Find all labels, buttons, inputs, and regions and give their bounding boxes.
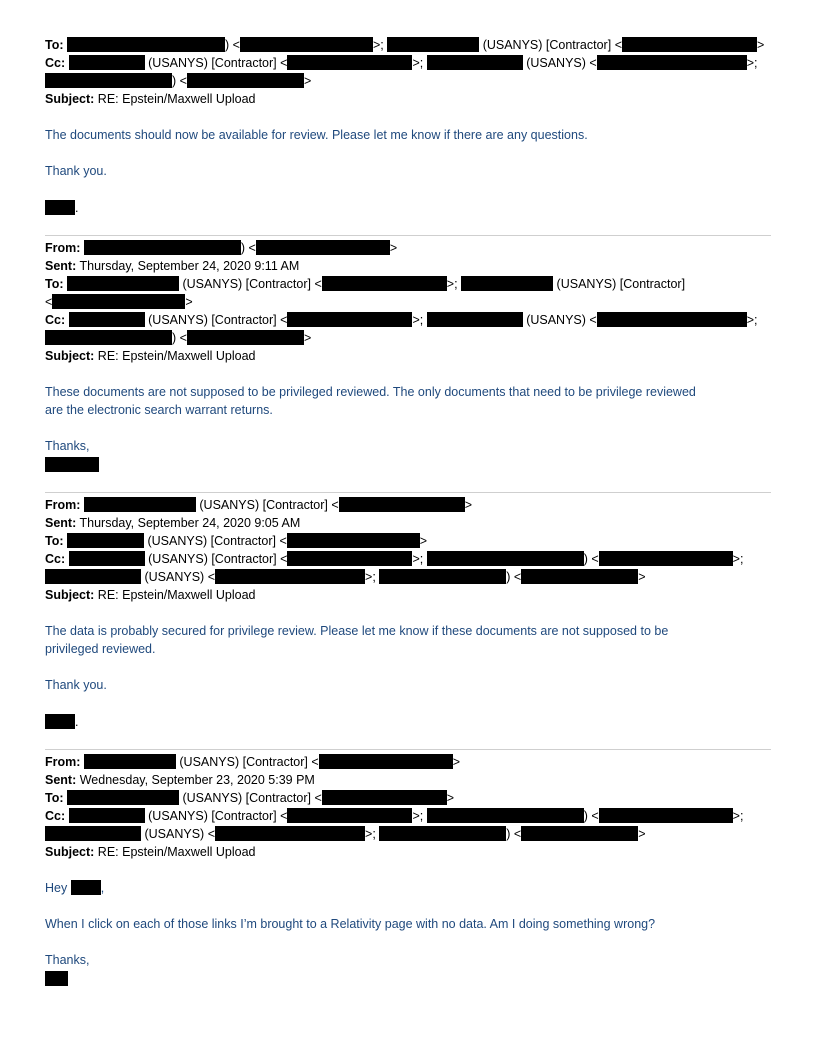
redaction	[45, 73, 172, 88]
sent-label: Sent:	[45, 773, 77, 787]
punct: ) <	[225, 38, 240, 52]
redaction	[69, 312, 145, 327]
cc-label: Cc:	[45, 56, 66, 70]
redaction	[67, 533, 144, 548]
subject-line	[45, 347, 256, 365]
punct: <	[314, 277, 322, 291]
signature	[45, 970, 68, 988]
punct: <	[331, 498, 339, 512]
redaction	[287, 312, 412, 327]
redaction	[622, 37, 757, 52]
email-closing: Thanks,	[45, 953, 90, 967]
redaction	[599, 551, 733, 566]
to-label: To:	[45, 277, 64, 291]
to-line	[45, 275, 685, 293]
org-tag: (USANYS) [Contractor]	[199, 498, 328, 512]
redaction	[379, 569, 506, 584]
from-line	[45, 239, 397, 257]
redaction	[256, 240, 390, 255]
punct: >;	[365, 570, 376, 584]
punct: <	[589, 313, 597, 327]
punct: ) <	[506, 570, 522, 584]
punct: >;	[732, 809, 744, 823]
punct: <	[207, 570, 216, 584]
punct: >;	[732, 552, 744, 566]
to-line	[45, 789, 454, 807]
from-label: From:	[45, 241, 81, 255]
punct: >;	[412, 552, 424, 566]
redaction	[67, 790, 179, 805]
org-tag: (USANYS) [Contractor]	[148, 552, 277, 566]
redaction	[387, 37, 479, 52]
punct: >	[464, 498, 473, 512]
email-body: When I click on each of those links I’m brought to a Relativity page with no data. Am I doing something wrong?	[45, 917, 656, 931]
sent-line	[45, 257, 299, 275]
cc-line-continued	[45, 72, 311, 90]
redaction	[240, 37, 373, 52]
punct: >;	[746, 313, 758, 327]
punct: <	[589, 56, 597, 70]
redaction	[52, 294, 185, 309]
redaction	[215, 569, 365, 584]
punct: ) <	[240, 241, 256, 255]
redaction	[287, 808, 412, 823]
redaction	[287, 533, 420, 548]
subject-text: RE: Epstein/Maxwell Upload	[97, 92, 256, 106]
email-closing: Thank you.	[45, 164, 107, 178]
redaction	[67, 37, 225, 52]
punct: <	[207, 827, 216, 841]
redaction	[45, 714, 75, 729]
punct: >	[638, 827, 646, 841]
from-line	[45, 753, 460, 771]
punct: ) <	[172, 74, 187, 88]
redaction	[597, 312, 747, 327]
redaction	[427, 551, 584, 566]
redaction	[84, 497, 196, 512]
punct: >	[419, 534, 428, 548]
redaction	[427, 312, 523, 327]
redaction	[339, 497, 465, 512]
email-body: The data is probably secured for privilege review. Please let me know if these documents are not supposed to be	[45, 624, 669, 638]
subject-label: Subject:	[45, 349, 95, 363]
org-tag: (USANYS) [Contractor]	[482, 38, 612, 52]
subject-text: RE: Epstein/Maxwell Upload	[97, 845, 256, 859]
redaction	[67, 276, 179, 291]
redaction	[319, 754, 453, 769]
redaction	[521, 826, 638, 841]
sent-date: Thursday, September 24, 2020 9:11 AM	[79, 259, 300, 273]
cc-line-continued	[45, 329, 311, 347]
from-label: From:	[45, 498, 81, 512]
punct: >	[389, 241, 398, 255]
redaction	[71, 880, 101, 895]
redaction	[69, 55, 145, 70]
sent-line	[45, 771, 315, 789]
redaction	[379, 826, 506, 841]
punct: >;	[412, 313, 424, 327]
punct: ,	[100, 881, 105, 895]
punct: >	[185, 295, 193, 309]
from-line	[45, 496, 472, 514]
from-label: From:	[45, 755, 81, 769]
punct: .	[75, 201, 79, 215]
cc-line-continued	[45, 825, 646, 843]
org-tag: (USANYS) [Contractor]	[179, 755, 308, 769]
punct: >	[638, 570, 646, 584]
subject-line	[45, 843, 256, 861]
email-separator	[45, 235, 771, 236]
cc-label: Cc:	[45, 313, 66, 327]
signature	[45, 199, 78, 217]
sent-line	[45, 514, 300, 532]
to-label: To:	[45, 791, 64, 805]
subject-label: Subject:	[45, 845, 95, 859]
sent-label: Sent:	[45, 259, 77, 273]
to-line	[45, 36, 764, 54]
redaction	[69, 551, 145, 566]
sent-date: Thursday, September 24, 2020 9:05 AM	[79, 516, 301, 530]
org-tag: (USANYS) [Contractor]	[148, 56, 277, 70]
redaction	[287, 55, 412, 70]
redaction	[84, 754, 176, 769]
punct: >;	[365, 827, 376, 841]
email-body-continued: privileged reviewed.	[45, 642, 156, 656]
org-tag: (USANYS) [Contractor]	[148, 809, 277, 823]
punct: >;	[446, 277, 458, 291]
org-tag: (USANYS) [Contractor]	[147, 534, 276, 548]
redaction	[69, 808, 145, 823]
punct: <	[311, 755, 319, 769]
cc-line	[45, 550, 743, 568]
cc-label: Cc:	[45, 809, 66, 823]
org-tag: (USANYS) [Contractor]	[556, 277, 686, 291]
signature	[45, 456, 99, 474]
redaction	[45, 569, 141, 584]
greeting-text: Hey	[45, 881, 68, 895]
punct: .	[75, 715, 79, 729]
cc-line	[45, 311, 758, 329]
punct: <	[280, 809, 288, 823]
punct: <	[280, 313, 288, 327]
email-greeting	[45, 879, 104, 897]
redaction	[45, 330, 172, 345]
punct: >;	[372, 38, 384, 52]
redaction	[427, 808, 584, 823]
email-closing: Thank you.	[45, 678, 107, 692]
punct: >	[757, 38, 765, 52]
cc-line	[45, 54, 758, 72]
org-tag: (USANYS)	[526, 313, 586, 327]
redaction	[322, 276, 447, 291]
sent-label: Sent:	[45, 516, 77, 530]
punct: <	[614, 38, 622, 52]
redaction	[322, 790, 447, 805]
org-tag: (USANYS)	[526, 56, 586, 70]
email-body-continued: are the electronic search warrant returns.	[45, 403, 273, 417]
org-tag: (USANYS) [Contractor]	[182, 791, 311, 805]
punct: >;	[746, 56, 758, 70]
redaction	[521, 569, 638, 584]
to-label: To:	[45, 534, 64, 548]
redaction	[84, 240, 241, 255]
punct: >	[303, 331, 312, 345]
org-tag: (USANYS) [Contractor]	[182, 277, 311, 291]
email-closing: Thanks,	[45, 439, 90, 453]
subject-label: Subject:	[45, 588, 95, 602]
subject-text: RE: Epstein/Maxwell Upload	[97, 349, 256, 363]
redaction	[45, 200, 75, 215]
redaction	[427, 55, 523, 70]
punct: >	[303, 74, 312, 88]
signature	[45, 713, 78, 731]
redaction	[45, 826, 141, 841]
punct: ) <	[583, 552, 599, 566]
redaction	[287, 551, 412, 566]
subject-label: Subject:	[45, 92, 95, 106]
redaction	[45, 457, 99, 472]
cc-label: Cc:	[45, 552, 66, 566]
sent-date: Wednesday, September 23, 2020 5:39 PM	[79, 773, 315, 787]
to-line	[45, 532, 427, 550]
to-line-continued	[45, 293, 193, 311]
to-label: To:	[45, 38, 64, 52]
punct: >;	[412, 56, 424, 70]
cc-line-continued	[45, 568, 646, 586]
punct: ) <	[583, 809, 599, 823]
email-body: These documents are not supposed to be privileged reviewed. The only documents that need to be privilege reviewed	[45, 385, 696, 399]
email-separator	[45, 749, 771, 750]
org-tag: (USANYS) [Contractor]	[148, 313, 277, 327]
subject-line	[45, 586, 256, 604]
redaction	[187, 73, 304, 88]
punct: <	[280, 552, 288, 566]
redaction	[461, 276, 553, 291]
redaction	[187, 330, 304, 345]
punct: >	[446, 791, 455, 805]
redaction	[215, 826, 365, 841]
punct: ) <	[172, 331, 187, 345]
punct: <	[314, 791, 322, 805]
org-tag: (USANYS)	[144, 570, 205, 584]
punct: <	[280, 56, 288, 70]
subject-line	[45, 90, 256, 108]
email-separator	[45, 492, 771, 493]
punct: <	[45, 295, 53, 309]
redaction	[45, 971, 68, 986]
redaction	[599, 808, 733, 823]
punct: >;	[412, 809, 424, 823]
punct: ) <	[506, 827, 522, 841]
redaction	[597, 55, 747, 70]
punct: >	[452, 755, 461, 769]
punct: <	[279, 534, 287, 548]
org-tag: (USANYS)	[144, 827, 205, 841]
email-body: The documents should now be available for review. Please let me know if there are any questions.	[45, 128, 588, 142]
cc-line	[45, 807, 743, 825]
subject-text: RE: Epstein/Maxwell Upload	[97, 588, 256, 602]
